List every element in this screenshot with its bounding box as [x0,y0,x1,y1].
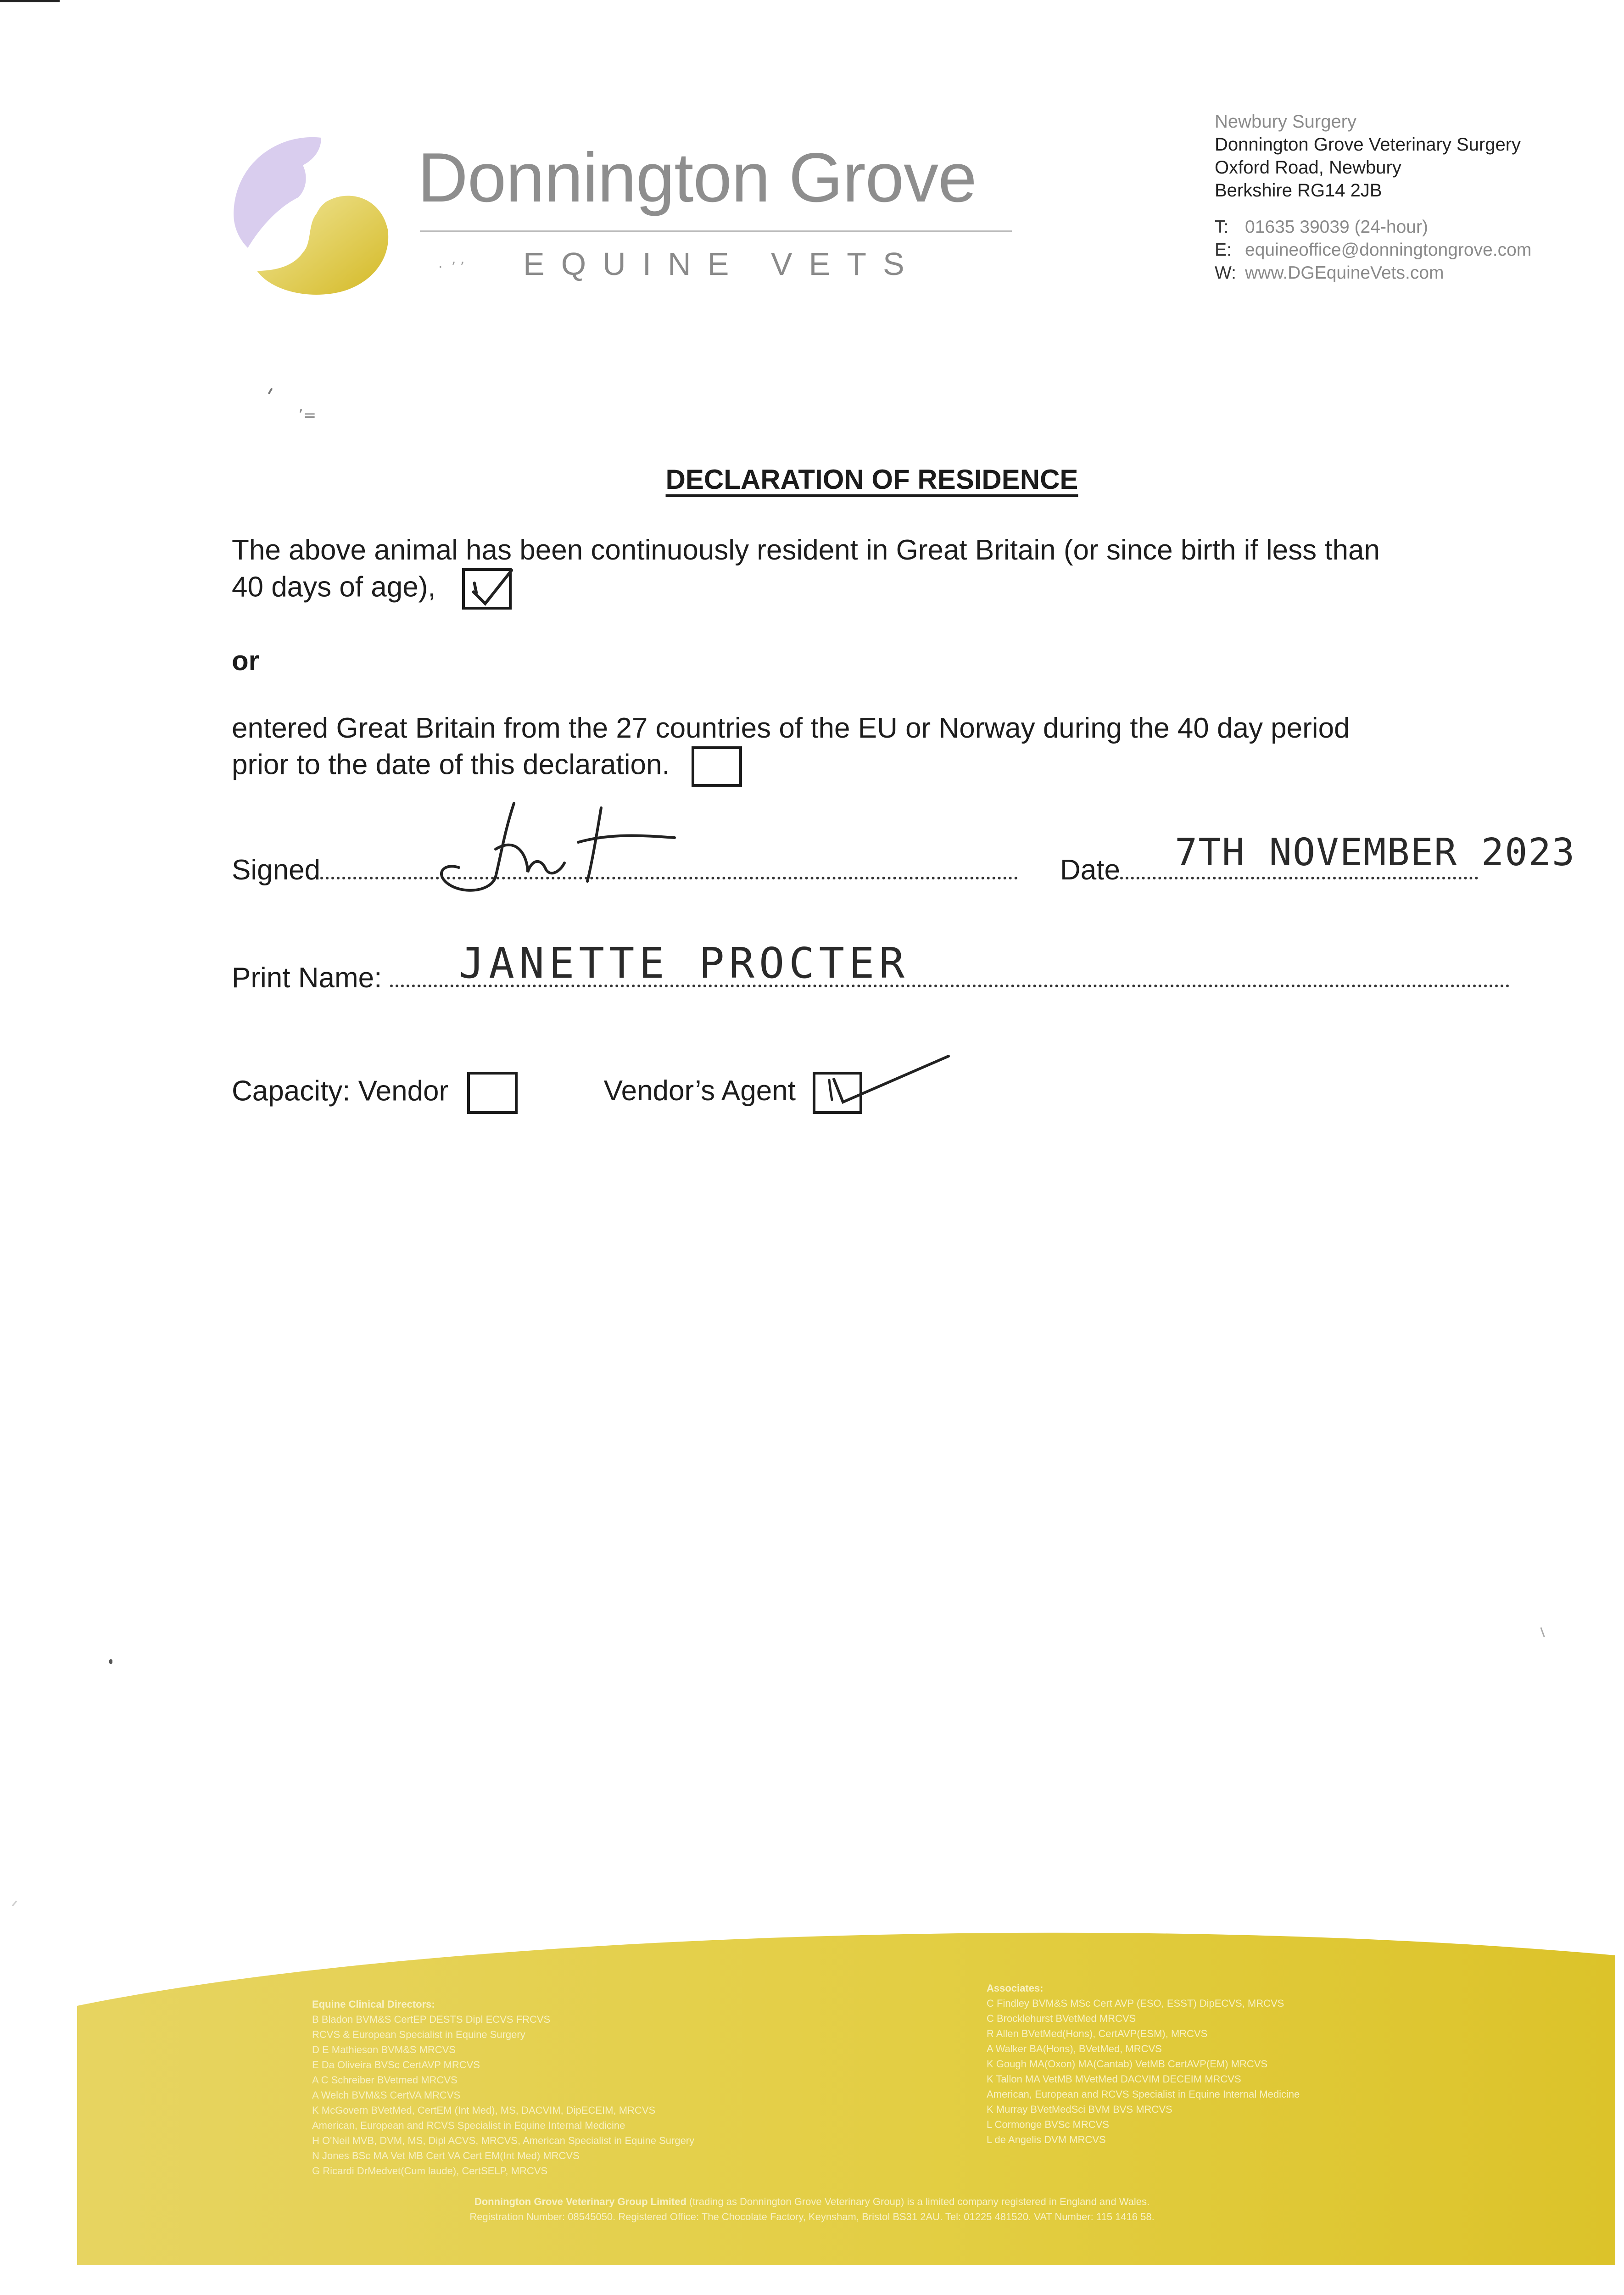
residence-option-1 [232,532,1540,610]
capacity-row [232,1072,862,1114]
date-label: Date [1060,854,1120,886]
associate-entry: K Murray BVetMedSci BVM BVS MRCVS [987,2104,1172,2115]
director-entry: E Da Oliveira BVSc CertAVP MRCVS [312,2059,480,2071]
associate-entry: American, European and RCVS Specialist in Equine Internal Medicine [987,2088,1300,2100]
associate-entry: C Findley BVM&S MSc Cert AVP (ESO, ESST) DipECVS, MRCVS [987,1998,1284,2009]
associate-entry: K Tallon MA VetMB MVetMed DACVIM DECEIM MRCVS [987,2073,1241,2085]
director-entry: H O'Neil MVB, DVM, MS, Dipl ACVS, MRCVS, American Specialist in Equine Surgery [312,2135,695,2146]
associates-list [987,1981,1300,2147]
scan-speck [109,1659,112,1664]
option-1-line-2: 40 days of age), [232,571,436,603]
print-name-label: Print Name: [232,962,382,994]
address-line: Oxford Road, Newbury [1215,157,1401,178]
date-line[interactable] [1120,876,1478,879]
brand-divider [420,230,1012,232]
director-entry: B Bladon BVM&S CertEP DESTS Dipl ECVS FRCVS [312,2014,551,2025]
directors-heading: Equine Clinical Directors: [312,1998,435,2010]
director-entry: G Ricardi DrMedvet(Cum laude), CertSELP, MRCVS [312,2165,548,2177]
check-mark-icon [463,566,518,610]
footer-band [0,1919,1624,2295]
vendor-agent-checkbox[interactable] [813,1072,862,1114]
contact-details [1215,216,1531,285]
company-name: Donnington Grove Veterinary Group Limited [474,2196,686,2207]
director-entry: D E Mathieson BVM&S MRCVS [312,2044,456,2055]
vendor-agent-label: Vendor’s Agent [603,1075,796,1107]
scan-speck [268,388,273,394]
associates-heading: Associates: [987,1982,1044,1994]
signature-scribble-icon [427,794,684,895]
or-label: or [232,645,259,676]
directors-list [312,1997,694,2178]
form-title: DECLARATION OF RESIDENCE [665,464,1078,495]
associate-entry: L de Angelis DVM MRCVS [987,2134,1106,2145]
signed-label: Signed [232,854,321,886]
director-entry: A Welch BVM&S CertVA MRCVS [312,2089,461,2101]
director-entry: K McGovern BVetMed, CertEM (Int Med), MS, DACVIM, DipECEIM, MRCVS [312,2105,656,2116]
associate-entry: K Gough MA(Oxon) MA(Cantab) VetMB CertAVP(EM) MRCVS [987,2058,1268,2070]
resident-checkbox[interactable] [462,568,512,610]
option-2-line-1: entered Great Britain from the 27 countries of the EU or Norway during the 40 day period [232,712,1350,744]
brand-tagline: EQUINE VETS [523,246,921,282]
company-registered-office: Registration Number: 08545050. Registered Office: The Chocolate Factory, Keynsham, Bristol BS31 2AU. Tel: 01225 481520. VAT Number: 115 1416 58. [469,2211,1155,2222]
associate-entry: C Brocklehurst BVetMed MRCVS [987,2013,1136,2024]
director-entry: RCVS & European Specialist in Equine Surgery [312,2029,525,2040]
scan-mark [0,0,60,2]
eu-entry-checkbox[interactable] [692,746,742,787]
date-value: 7TH NOVEMBER 2023 [1175,831,1576,874]
associate-entry: L Cormonge BVSc MRCVS [987,2119,1109,2130]
company-registration [0,2194,1624,2224]
capacity-label: Capacity: Vendor [232,1075,449,1107]
residence-option-2 [232,711,1540,787]
brand-logo-icon [229,133,395,298]
address-line: Berkshire RG14 2JB [1215,180,1382,201]
director-entry: N Jones BSc MA Vet MB Cert VA Cert EM(Int Med) MRCVS [312,2150,580,2161]
contact-website: W: www.DGEquineVets.com [1215,263,1444,283]
option-2-line-2: prior to the date of this declaration. [232,749,670,781]
scan-speck: ʼ= [298,406,317,425]
brand-name: Donnington Grove [418,139,977,217]
print-name-value: JANETTE PROCTER [459,939,909,988]
director-entry: American, European and RCVS Specialist in Equine Internal Medicine [312,2120,625,2131]
vendor-checkbox[interactable] [467,1072,518,1114]
company-trading-note: (trading as Donnington Grove Veterinary Group) is a limited company registered in England and Wales. [686,2196,1150,2207]
brand-dots: · ʼ ʼ [438,259,465,275]
associate-entry: R Allen BVetMed(Hons), CertAVP(ESM), MRCVS [987,2028,1208,2039]
surgery-address [1215,110,1521,202]
contact-phone: T: 01635 39039 (24-hour) [1215,217,1428,237]
check-mark-icon [825,1052,971,1107]
director-entry: A C Schreiber BVetmed MRCVS [312,2074,458,2086]
scan-speck [12,1901,17,1907]
scan-speck [1540,1627,1545,1637]
option-1-line-1: The above animal has been continuously resident in Great Britain (or since birth if less than [232,534,1380,566]
associate-entry: A Walker BA(Hons), BVetMed, MRCVS [987,2043,1162,2054]
address-line: Donnington Grove Veterinary Surgery [1215,134,1521,155]
address-line: Newbury Surgery [1215,112,1357,132]
contact-email: E: equineoffice@donningtongrove.com [1215,240,1532,260]
